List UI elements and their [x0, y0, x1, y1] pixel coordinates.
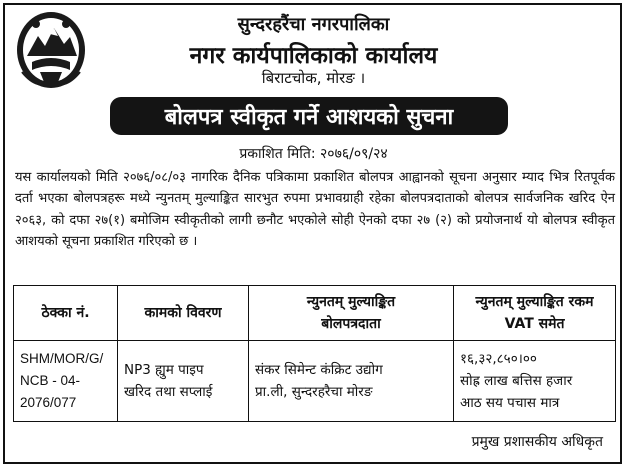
awarded-bid-table — [13, 285, 616, 422]
amount-words-1: सोह्र लाख बत्तिस हजार — [460, 373, 573, 389]
cell-bidder: संकर सिमेन्ट कंक्रिट उद्योग प्रा.ली, सुन्दरहरैचा मोरङ — [249, 341, 454, 422]
notice-body-text: यस कार्यालयको मिति २०७६/०८/०३ नागरिक दैनिक पत्रिकामा प्रकाशित बोलपत्र आह्वानको सूचना अनुसार म्याद भित्र रितपूर्वक दर्ता भएका बोलपत्रहरू मध्ये न्युनतम् मुल्याङ्कित सारभुत रुपमा प्रभावग्राही रहेका बोलपत्रदाताको बोलपत्र सार्वजनिक खरिद ऐन २०६३, को दफा २७(१) बमोजिम स्वीकृतीको लागी छनौट भएकोले सोही ऐनको दफा २७ (२) को प्रयोजनार्थ यो बोलपत्र स्वीकृत आशयको सूचना प्रकाशित गरिएको छ । — [15, 170, 615, 250]
table-row — [14, 341, 616, 422]
cell-amount — [454, 341, 616, 422]
published-date: प्रकाशित मिति: २०७६/०९/२४ — [239, 146, 388, 162]
cell-work-description: NP3 ह्युम पाइप खरिद तथा सप्लाई — [118, 341, 249, 422]
notice-title: बोलपत्र स्वीकृत गर्ने आशयको सुचना — [164, 105, 454, 130]
signature-title: प्रमुख प्रशासकीय अधिकृत — [471, 434, 603, 450]
header-lowest-amount: न्युनतम् मुल्याङ्कित रकम VAT समेत — [454, 286, 616, 341]
amount-words-2: आठ सय पचास मात्र — [460, 395, 560, 411]
office-address: बिराटचोक, मोरङ । — [261, 69, 366, 87]
cell-contract-no: SHM/MOR/G/ NCB - 04- 2076/077 — [14, 341, 118, 422]
amount-figure: १६,३२,८५०।०० — [460, 351, 537, 367]
header-lowest-bidder: न्युनतम् मुल्याङ्कित बोलपत्रदाता — [249, 286, 454, 341]
municipality-name: सुन्दरहरैंचा नगरपालिका — [237, 14, 390, 35]
office-name: नगर कार्यपालिकाको कार्यालय — [189, 43, 438, 69]
header-work-description: कामको विवरण — [118, 286, 249, 341]
table-header-row — [14, 286, 616, 341]
notice-title-banner — [110, 97, 508, 135]
header-contract-no: ठेक्का नं. — [14, 286, 118, 341]
notice-body — [15, 167, 615, 253]
